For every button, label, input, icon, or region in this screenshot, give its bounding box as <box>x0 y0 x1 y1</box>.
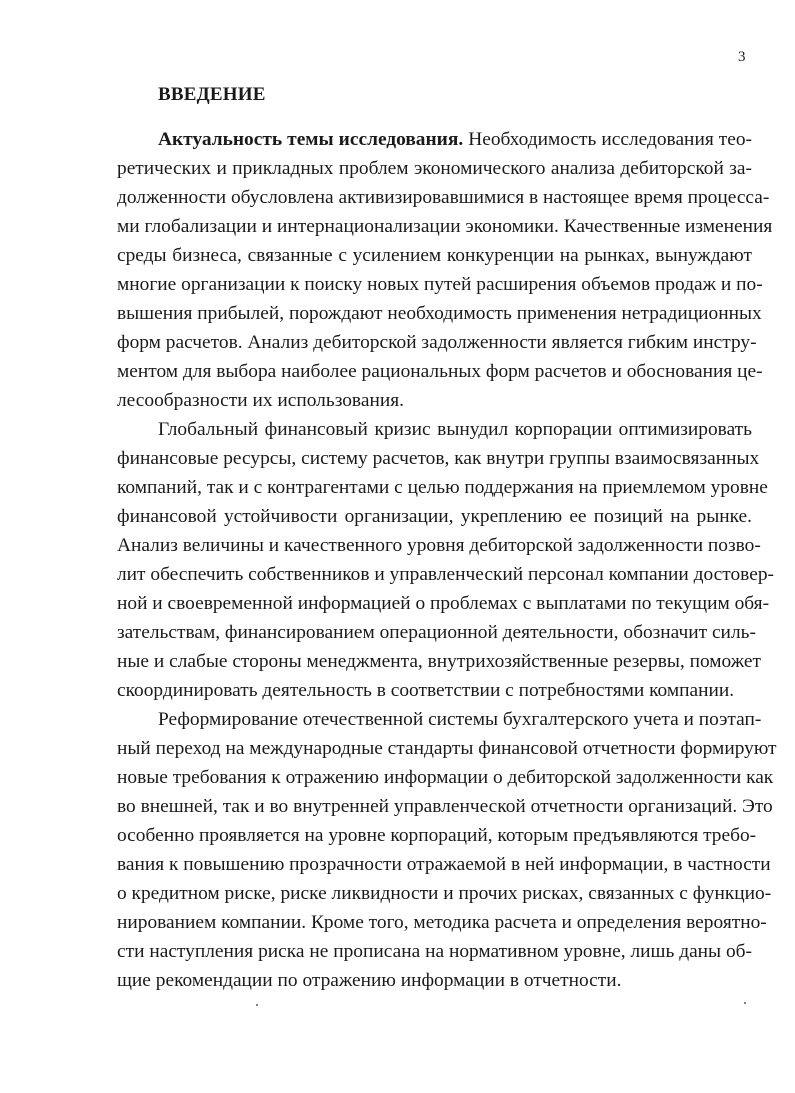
paragraph-1-line-7: вышения прибылей, порождают необходимость применения нетрадиционных <box>117 303 762 324</box>
paragraph-3-line-7: о кредитном риске, риске ликвидности и прочих рисках, связанных с функцио- <box>117 883 772 904</box>
paragraph-2-line-10: скоординировать деятельность в соответствии с потребностями компании. <box>117 680 735 701</box>
paragraph-3-line-8: нированием компании. Кроме того, методика расчета и определения вероятно- <box>117 912 767 933</box>
paragraph-3-line-4: во внешней, так и во внутренней управленческой отчетности организаций. Это <box>117 796 773 817</box>
topic-relevance-label: Актуальность темы исследования. <box>158 129 464 150</box>
paragraph-2-line-1: Глобальный финансовый кризис вынудил корпорации оптимизировать <box>158 419 752 440</box>
paragraph-2-line-5: Анализ величины и качественного уровня дебиторской задолженности позво- <box>117 535 761 556</box>
page-number: 3 <box>738 49 746 65</box>
scan-speck <box>744 1002 746 1004</box>
scan-speck <box>256 1004 258 1006</box>
paragraph-3-line-2: ный переход на международные стандарты финансовой отчетности формируют <box>117 738 777 759</box>
paragraph-3-line-1: Реформирование отечественной системы бухгалтерского учета и поэтап- <box>158 709 762 730</box>
paragraph-1-line-3: долженности обусловлена активизировавшимися в настоящее время процесса- <box>117 187 770 208</box>
paragraph-1-line-6: многие организации к поиску новых путей расширения объемов продаж и по- <box>117 274 763 295</box>
paragraph-3-line-3: новые требования к отражению информации о дебиторской задолженности как <box>117 767 774 788</box>
paragraph-2-line-8: зательствам, финансированием операционной деятельности, обозначит силь- <box>117 622 756 643</box>
paragraph-3-line-5: особенно проявляется на уровне корпораций, которым предъявляются требо- <box>117 825 757 846</box>
paragraph-1-line-2: ретических и прикладных проблем экономического анализа дебиторской за- <box>117 158 752 179</box>
paragraph-2-line-4: финансовой устойчивости организации, укреплению ее позиций на рынке. <box>117 506 752 527</box>
paragraph-2-line-3: компаний, так и с контрагентами с целью поддержания на приемлемом уровне <box>117 477 768 498</box>
paragraph-2-line-2: финансовые ресурсы, систему расчетов, как внутри группы взаимосвязанных <box>117 448 760 469</box>
paragraph-3-line-6: вания к повышению прозрачности отражаемой в ней информации, в частности <box>117 854 771 875</box>
paragraph-3-line-9: сти наступления риска не прописана на нормативном уровне, лишь даны об- <box>117 941 752 962</box>
paragraph-3-line-10: щие рекомендации по отражению информации в отчетности. <box>117 970 622 991</box>
paragraph-1-line-9: ментом для выбора наиболее рациональных форм расчетов и обоснования це- <box>117 361 763 382</box>
paragraph-2-line-9: ные и слабые стороны менеджмента, внутрихозяйственные резервы, поможет <box>117 651 761 672</box>
paragraph-2-line-6: лит обеспечить собственников и управленческий персонал компании достовер- <box>117 564 774 585</box>
section-heading: ВВЕДЕНИЕ <box>158 84 266 105</box>
paragraph-1-line-4: ми глобализации и интернационализации экономики. Качественные изменения <box>117 216 773 237</box>
paragraph-1-line-8: форм расчетов. Анализ дебиторской задолженности является гибким инстру- <box>117 332 757 353</box>
paragraph-2-line-7: ной и своевременной информацией о проблемах с выплатами по текущим обя- <box>117 593 770 614</box>
paragraph-1-line-1: Актуальность темы исследования. Необходимость исследования тео- <box>158 129 752 150</box>
paragraph-1-line-10: лесообразности их использования. <box>117 390 404 411</box>
paragraph-1-line-5: среды бизнеса, связанные с усилением конкуренции на рынках, вынуждают <box>117 245 752 266</box>
